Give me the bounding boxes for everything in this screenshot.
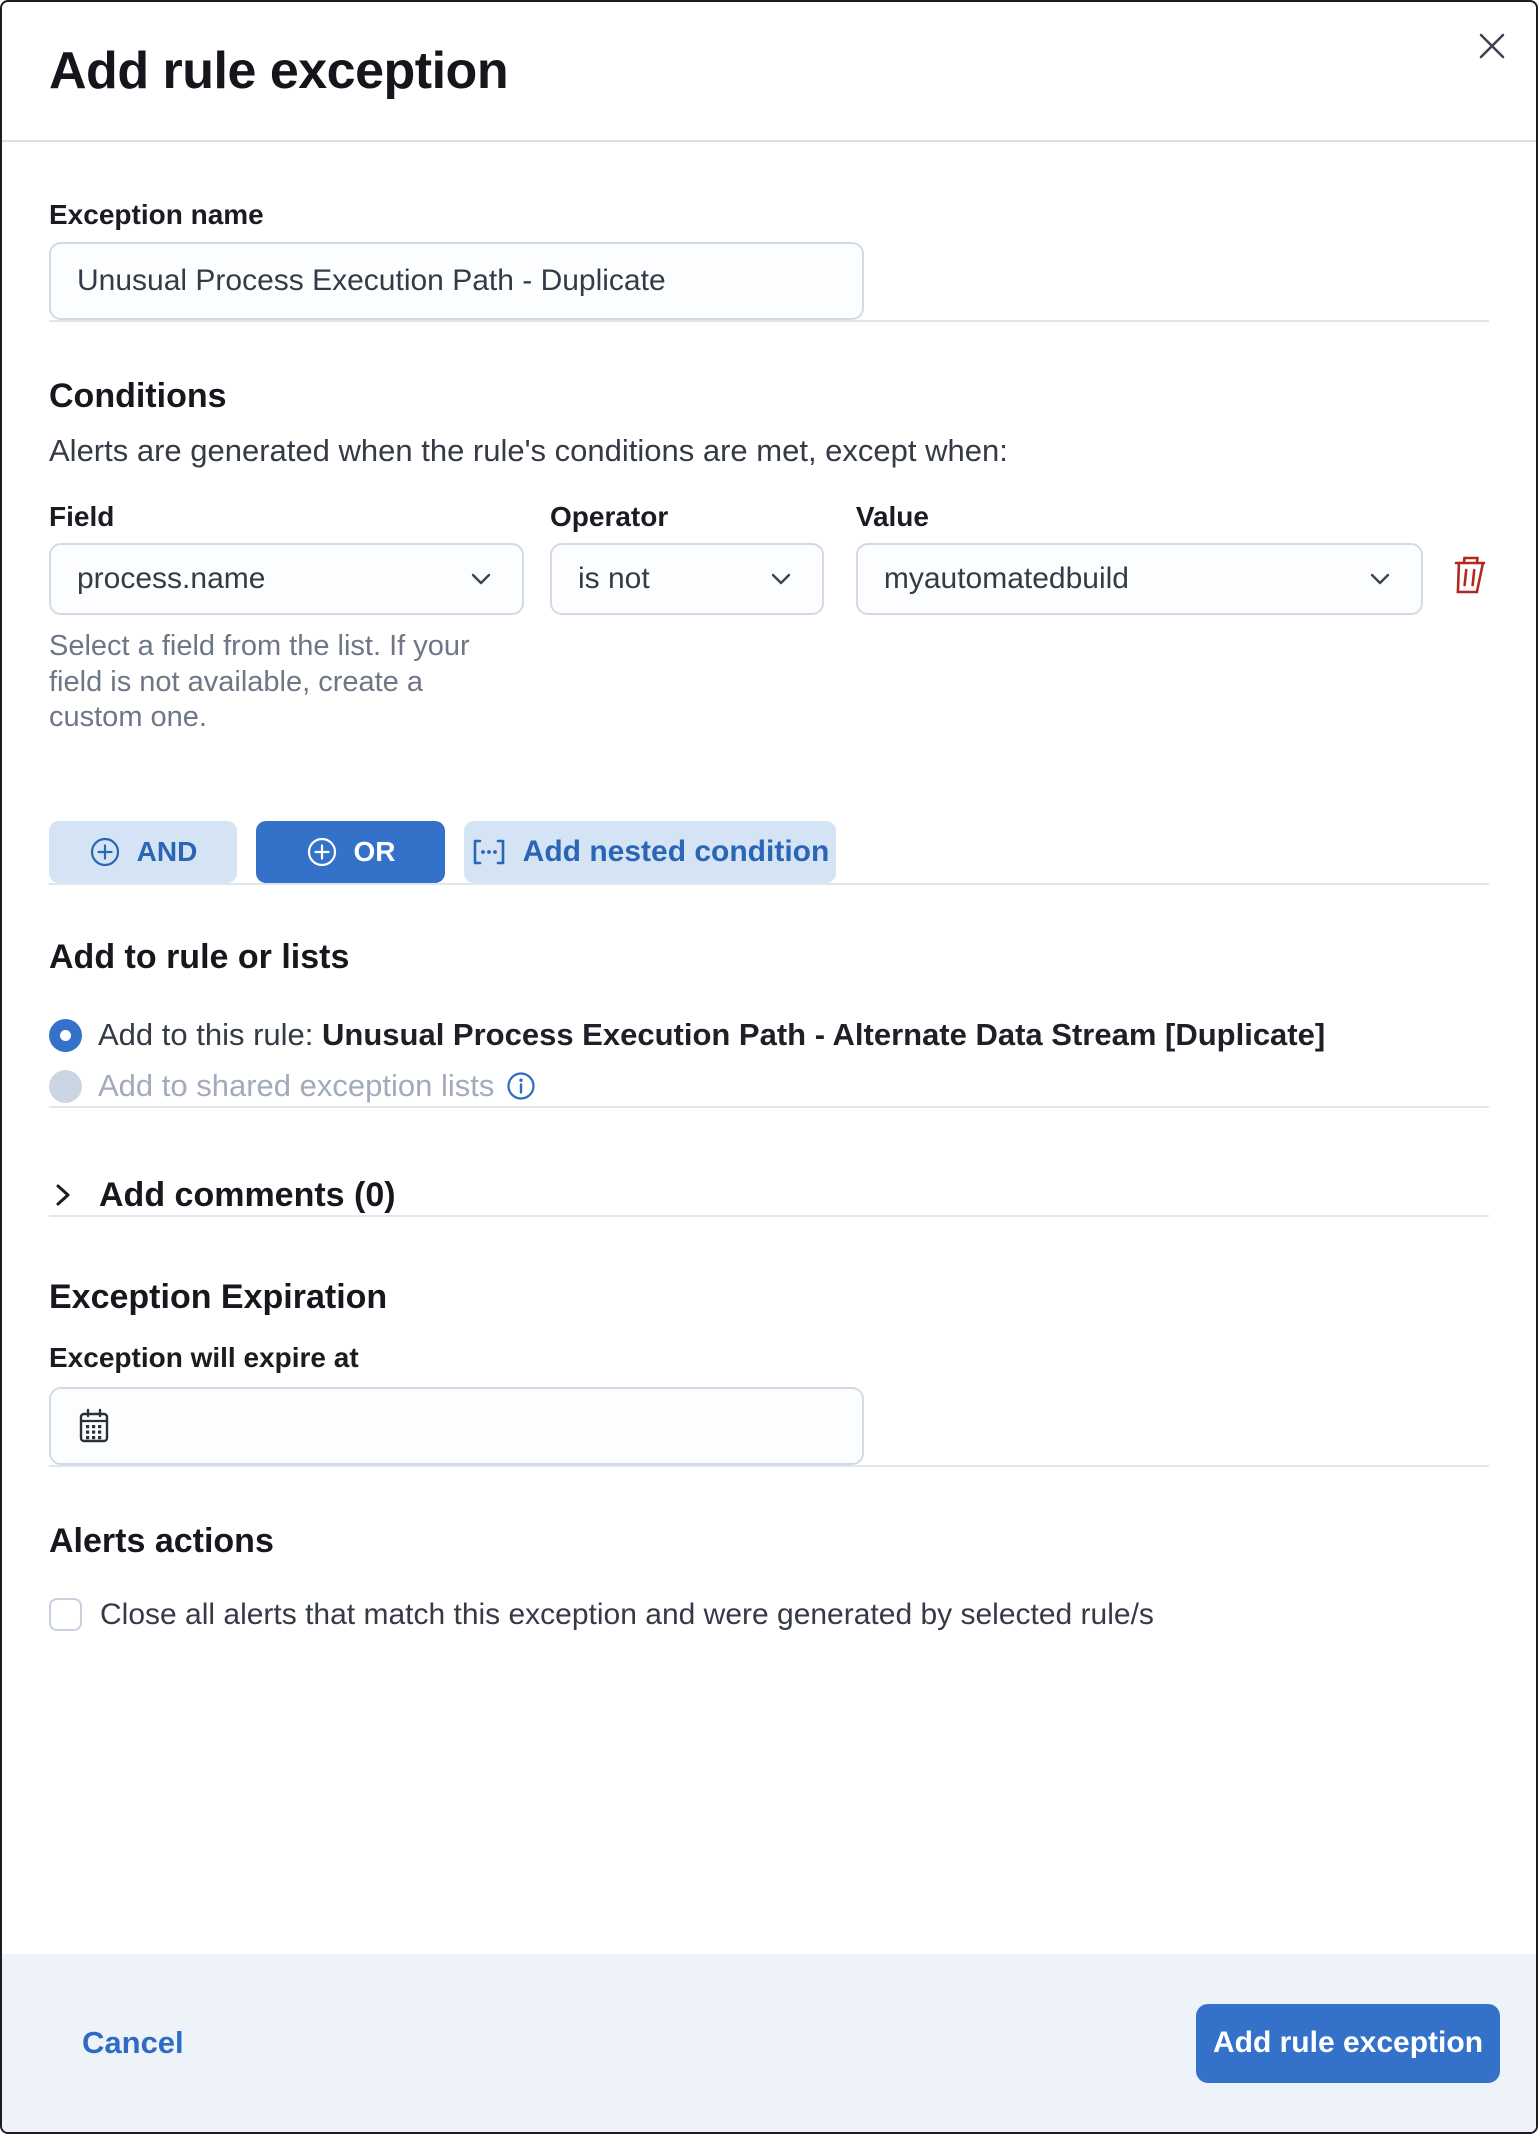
chevron-down-icon <box>1365 564 1395 594</box>
value-label: Value <box>855 500 929 532</box>
radio-disabled <box>49 1070 82 1103</box>
calendar-icon <box>75 1406 113 1446</box>
add-to-lists-label: Add to shared exception lists <box>98 1067 495 1103</box>
divider <box>49 320 1489 322</box>
modal-body <box>2 142 1536 1954</box>
add-rule-exception-button[interactable]: Add rule exception <box>1196 2004 1500 2083</box>
add-to-heading: Add to rule or lists <box>49 938 350 977</box>
plus-in-circle-icon <box>89 836 121 868</box>
and-button[interactable] <box>49 821 237 883</box>
operator-label: Operator <box>550 500 669 532</box>
or-button[interactable] <box>256 821 445 883</box>
condition-row <box>49 500 1489 736</box>
close-alerts-option[interactable] <box>49 1598 1489 1632</box>
chevron-right-icon <box>49 1178 77 1212</box>
exception-name-label: Exception name <box>49 199 264 230</box>
and-button-label: AND <box>136 836 198 868</box>
expiration-date-input[interactable] <box>49 1387 864 1465</box>
rule-name: Unusual Process Execution Path - Alternate Data Stream [Duplicate] <box>322 1017 1326 1053</box>
exception-name-block <box>49 198 1489 320</box>
chevron-down-icon <box>766 564 796 594</box>
divider <box>49 883 1489 885</box>
chevron-down-icon <box>466 564 496 594</box>
expiration-heading: Exception Expiration <box>49 1277 388 1316</box>
field-label: Field <box>49 500 115 532</box>
delete-condition-button[interactable] <box>1447 553 1489 597</box>
field-helper-text: Select a field from the list. If your field is not available, create a custom one. <box>49 630 470 733</box>
divider <box>49 1465 1489 1467</box>
close-icon <box>1475 29 1509 63</box>
modal-footer <box>2 1954 1536 2132</box>
condition-logic-buttons <box>49 821 1489 883</box>
field-select[interactable] <box>49 543 524 615</box>
exception-name-input[interactable] <box>49 242 864 320</box>
add-comments-accordion[interactable] <box>49 1176 1489 1215</box>
close-alerts-checkbox[interactable] <box>49 1598 82 1631</box>
add-comments-label: Add comments (0) <box>99 1175 396 1214</box>
alerts-actions-heading: Alerts actions <box>49 1521 274 1560</box>
radio-selected[interactable] <box>49 1019 82 1052</box>
add-to-lists-option <box>49 1067 1489 1106</box>
add-nested-condition-label: Add nested condition <box>522 835 830 869</box>
modal-title: Add rule exception <box>49 42 509 100</box>
divider <box>49 1215 1489 1217</box>
close-button[interactable] <box>1466 20 1518 72</box>
modal-header <box>2 2 1536 142</box>
conditions-description: Alerts are generated when the rule's conditions are met, except when: <box>49 433 1008 469</box>
cancel-button[interactable]: Cancel <box>82 2025 184 2060</box>
nested-brackets-icon <box>471 836 507 868</box>
operator-select-value: is not <box>578 562 650 596</box>
value-select-value: myautomatedbuild <box>883 562 1129 596</box>
add-to-rule-option[interactable] <box>49 1016 1489 1055</box>
info-icon[interactable] <box>506 1071 536 1101</box>
or-button-label: OR <box>353 836 396 868</box>
add-nested-condition-button[interactable] <box>464 821 836 883</box>
expiration-label: Exception will expire at <box>49 1342 359 1374</box>
divider <box>49 1106 1489 1108</box>
field-select-value: process.name <box>77 562 266 596</box>
trash-icon <box>1447 553 1489 597</box>
close-alerts-label: Close all alerts that match this exception and were generated by selected rule/s <box>100 1597 1154 1631</box>
plus-in-circle-icon <box>306 836 338 868</box>
value-select[interactable] <box>856 543 1423 615</box>
add-to-rule-label: Add to this rule: Unusual Process Execution Path - Alternate Data Stream [Duplicate] <box>98 1017 1326 1053</box>
conditions-heading: Conditions <box>49 376 227 415</box>
operator-select[interactable] <box>550 543 824 615</box>
